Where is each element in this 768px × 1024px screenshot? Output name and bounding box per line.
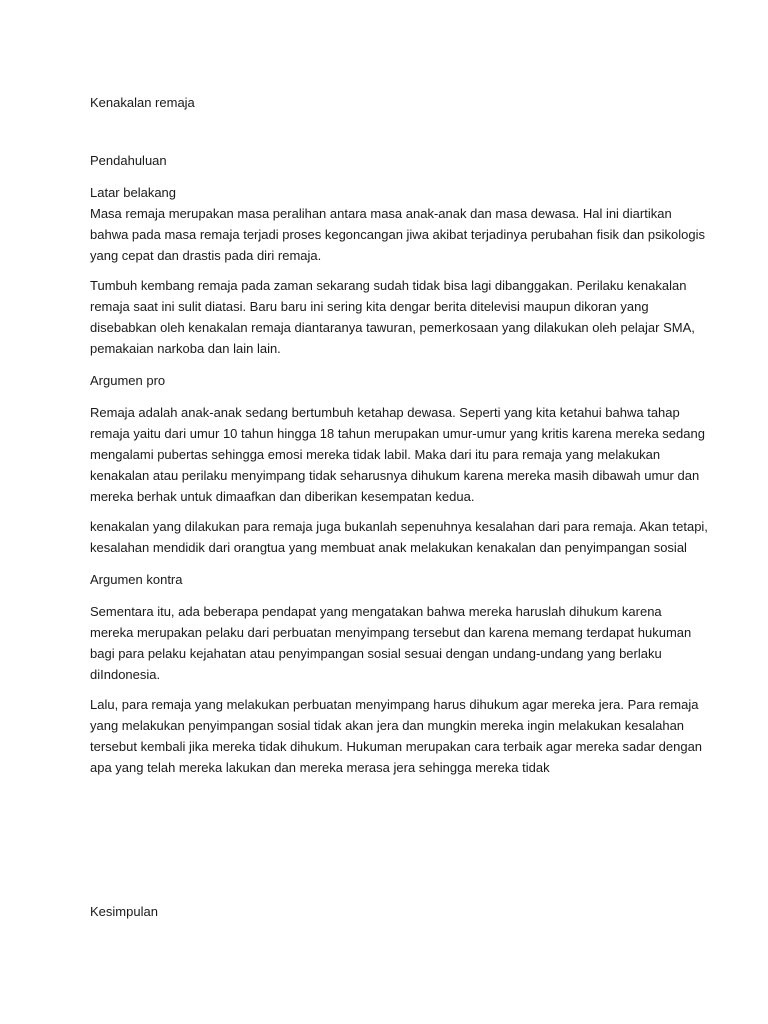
paragraph-pro-1: Remaja adalah anak-anak sedang bertumbuh ketahap dewasa. Seperti yang kita ketahui bahwa tahap remaja yaitu dari umur 10 tahun hingga 18 tahun merupakan umur-umur yang kritis karena mereka sedang mengalami pubertas sehingga emosi mereka tidak labil. Maka dari itu para remaja yang melakukan kenakalan atau perilaku menyimpang tidak seharusnya dihukum karena mereka masih dibawah umur dan mereka berhak untuk dimaafkan dan diberikan kesempatan kedua. [90,405,705,504]
paragraph-latar-1: Masa remaja merupakan masa peralihan antara masa anak-anak dan masa dewasa. Hal ini diartikan bahwa pada masa remaja terjadi proses kegoncangan jiwa akibat terjadinya perubahan fisik dan psikologis yang cepat dan drastis pada diri remaja. [90,206,705,263]
heading-argumen-pro: Argumen pro [90,373,166,388]
heading-pendahuluan: Pendahuluan [90,153,167,168]
paragraph-kontra-1: Sementara itu, ada beberapa pendapat yang mengatakan bahwa mereka haruslah dihukum karena mereka merupakan pelaku dari perbuatan menyimpang tersebut dan karena memang terdapat hukuman bagi para pelaku kejahatan atau penyimpangan sosial sesuai dengan undang-undang yang berlaku diIndonesia. [90,604,692,682]
paragraph-pro-2: kenakalan yang dilakukan para remaja juga bukanlah sepenuhnya kesalahan dari para remaja. Akan tetapi, kesalahan mendidik dari orangtua yang membuat anak melakukan kenakalan dan penyimpangan sosial [90,519,708,555]
heading-kesimpulan: Kesimpulan [90,904,158,919]
paragraph-latar-2: Tumbuh kembang remaja pada zaman sekarang sudah tidak bisa lagi dibanggakan. Perilaku kenakalan remaja saat ini sulit diatasi. Baru baru ini sering kita dengar berita ditelevisi maupun dikoran yang disebabkan oleh kenakalan remaja diantaranya tawuran, pemerkosaan yang dilakukan oleh pelajar SMA, pemakaian narkoba dan lain lain. [90,278,695,356]
heading-latar-belakang: Latar belakang [90,185,177,200]
paragraph-kontra-2: Lalu, para remaja yang melakukan perbuatan menyimpang harus dihukum agar mereka jera. Para remaja yang melakukan penyimpangan sosial tidak akan jera dan mungkin mereka ingin melakukan kesalahan tersebut kembali jika mereka tidak dihukum. Hukuman merupakan cara terbaik agar mereka sadar dengan apa yang telah mereka lakukan dan mereka merasa jera sehingga mereka tidak [90,697,703,775]
heading-argumen-kontra: Argumen kontra [90,572,183,587]
document-title: Kenakalan remaja [90,95,195,110]
